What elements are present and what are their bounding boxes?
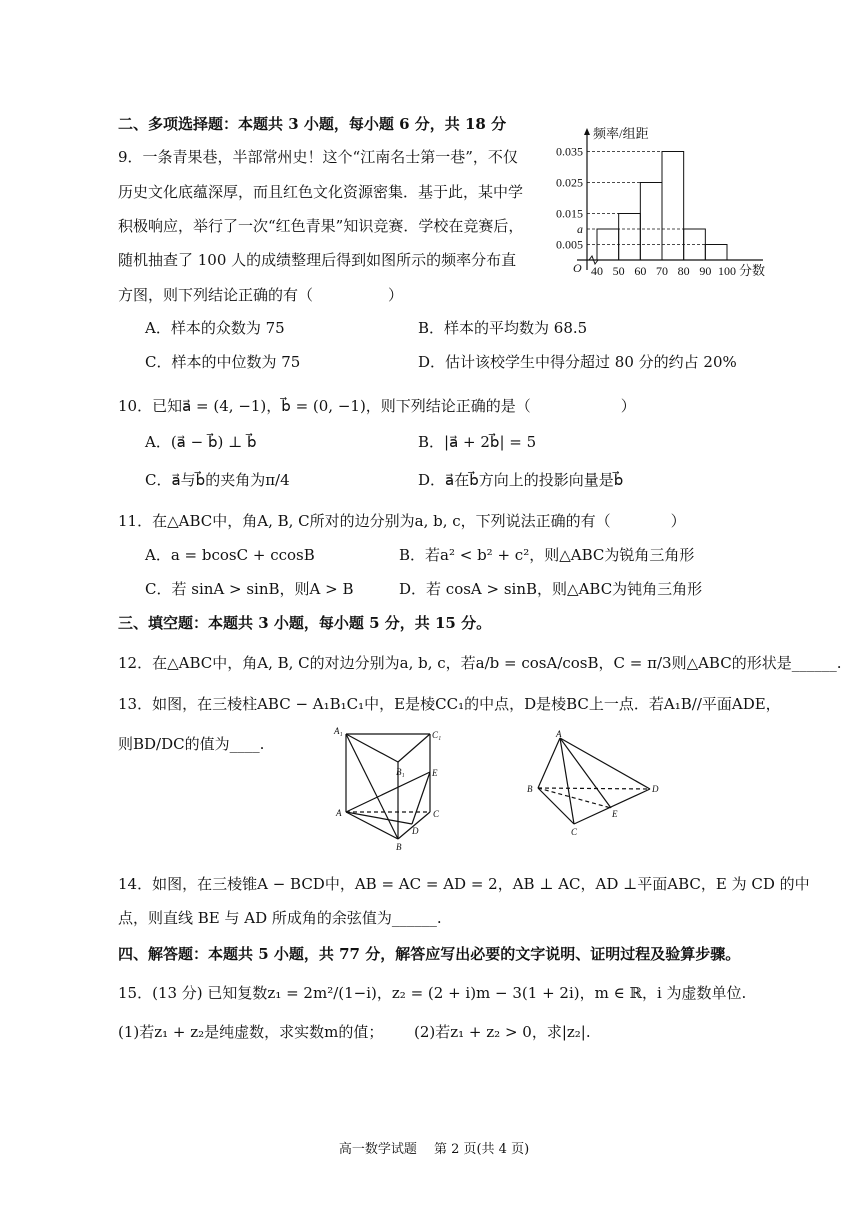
label-E-midpoint: E [612,809,618,819]
x-tick-label: 70 [656,264,668,278]
q9-option-c: C．样本的中位数为 75 [145,353,301,371]
x-tick-label: 40 [591,264,603,278]
label-B1: B₁ [396,767,405,777]
q14-line-2: 点，则直线 BE 与 AD 所成角的余弦值为______. [118,909,442,927]
label-A-apex: A [556,729,562,739]
label-C-vertex: C [571,827,578,837]
x-tick-label: 80 [677,264,690,278]
label-A: A [336,808,342,818]
q9-line-1: 9．一条青果巷，半部常州史！这个“江南名士第一巷”，不仅 [118,148,518,166]
x-tick-label: 50 [612,264,625,278]
y-tick-label: 0.035 [556,144,583,159]
frequency-histogram [533,122,765,290]
q11-option-a: A．a = bcosC + ccosB [145,546,315,564]
label-C1: C₁ [432,730,442,740]
q9-line-3: 积极响应，举行了一次“红色青果”知识竞赛．学校在竞赛后， [118,217,524,235]
q11-option-c: C．若 sinA > sinB，则A > B [145,580,354,598]
q14-line-1: 14．如图，在三棱锥A − BCD中，AB = AC = AD = 2，AB ⊥ AC，AD ⊥平面ABC，E 为 CD 的中 [118,875,810,893]
q9-option-b: B．样本的平均数为 68.5 [418,319,588,337]
x-axis-label: 分数 [739,263,765,278]
q10-option-b: B．|a⃗ + 2b⃗| = 5 [418,433,537,451]
q13-line-2: 则BD/DC的值为____. [118,735,265,753]
section-3-heading: 三、填空题：本题共 3 小题，每小题 5 分，共 15 分。 [118,614,492,632]
section-4-heading: 四、解答题：本题共 5 小题，共 77 分，解答应写出必要的文字说明、证明过程及验算步骤。 [118,945,741,963]
q10-stem: 10．已知a⃗ = (4, −1)，b⃗ = (0, −1)，则下列结论正确的是（ ） [118,397,636,415]
q15-stem: 15．(13 分) 已知复数z₁ = 2m²/(1−i)，z₂ = (2 + i)m − 3(1 + 2i)，m ∈ ℝ，i 为虚数单位. [118,984,747,1002]
q15-part-2: (2)若z₁ + z₂ > 0，求|z₂|. [414,1023,591,1041]
y-axis-label: 频率/组距 [593,126,649,141]
q9-line-5: 方图，则下列结论正确的有（ ） [118,286,404,304]
histogram-bar [705,245,727,261]
y-tick-label: a [577,222,583,236]
tetrahedron-figure [520,728,670,840]
q15-part-1: (1)若z₁ + z₂是纯虚数，求实数m的值； [118,1023,384,1041]
q9-option-d: D．估计该校学生中得分超过 80 分的约占 20% [418,353,737,371]
x-tick-label: 100 [718,264,736,278]
q9-line-2: 历史文化底蕴深厚，而且红色文化资源密集．基于此，某中学 [118,183,524,201]
label-A1: A₁ [334,726,343,736]
y-tick-label: 0.005 [556,237,583,252]
histogram-bar [619,214,641,261]
label-B-vertex: B [527,784,533,794]
histogram-bar [662,152,684,261]
q11-option-d: D．若 cosA > sinB，则△ABC为钝角三角形 [399,580,703,598]
y-tick-label: 0.025 [556,175,583,190]
label-B: B [396,842,402,852]
section-2-heading: 二、多项选择题：本题共 3 小题，每小题 6 分，共 18 分 [118,115,507,133]
histogram-bar [640,183,662,261]
y-axis-arrow [584,128,590,135]
x-tick-label: 90 [699,264,712,278]
q10-option-c: C．a⃗与b⃗的夹角为π/4 [145,471,290,489]
page-footer: 高一数学试题 第 2 页(共 4 页) [338,1142,530,1157]
label-E: E [432,768,438,778]
q13-line-1: 13．如图，在三棱柱ABC − A₁B₁C₁中，E是棱CC₁的中点，D是棱BC上一点．若A₁B//平面ADE， [118,695,781,713]
x-tick-label: 60 [634,264,647,278]
y-tick-label: 0.015 [556,206,583,221]
label-D-vertex: D [652,784,659,794]
label-D: D [412,826,419,836]
q11-stem: 11．在△ABC中，角A, B, C所对的边分别为a, b, c，下列说法正确的有（ ） [118,512,686,530]
label-C: C [433,809,440,819]
prism-figure [330,724,450,852]
q10-option-d: D．a⃗在b⃗方向上的投影向量是b⃗ [418,471,624,489]
q11-option-b: B．若a² < b² + c²，则△ABC为锐角三角形 [399,546,695,564]
q9-line-4: 随机抽查了 100 人的成绩整理后得到如图所示的频率分布直 [118,251,517,269]
q12-text: 12．在△ABC中，角A, B, C的对边分别为a, b, c，若a/b = cosA/cosB，C = π/3则△ABC的形状是______. [118,654,842,672]
origin-label: O [573,261,582,275]
q9-option-a: A．样本的众数为 75 [145,319,285,337]
q10-option-a: A．(a⃗ − b⃗) ⊥ b⃗ [145,433,257,451]
